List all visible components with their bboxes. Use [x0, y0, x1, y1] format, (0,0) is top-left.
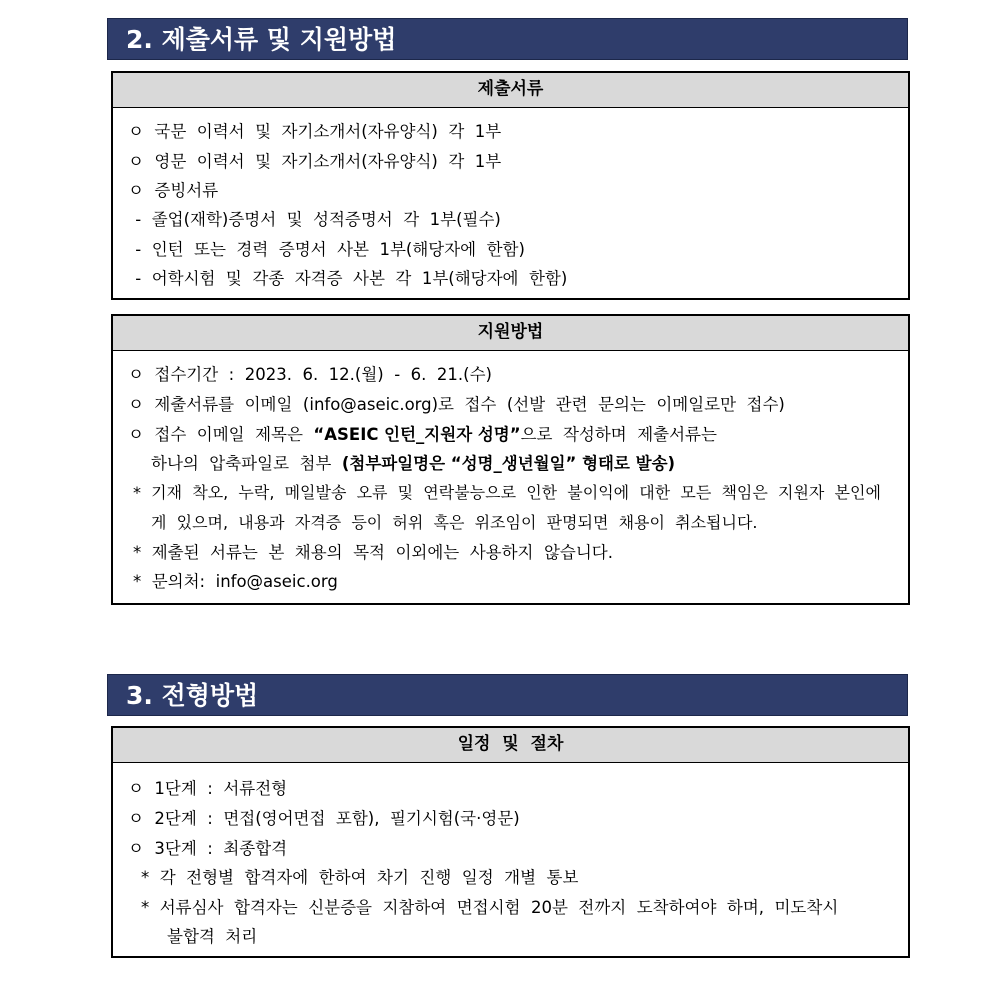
section-2-header: [107, 18, 908, 60]
method-line-5: * 기재 착오, 누락, 메일발송 오류 및 연락불능으로 인한 불이익에 대한 모든 책임은 지원자 본인에: [133, 483, 881, 502]
documents-line-6: - 어학시험 및 각종 자격증 사본 각 1부(해당자에 한함): [130, 269, 568, 288]
documents-line-5: - 인턴 또는 경력 증명서 사본 1부(해당자에 한함): [130, 240, 525, 259]
documents-line-4: - 졸업(재학)증명서 및 성적증명서 각 1부(필수): [130, 210, 501, 229]
section-2-title: 2. 제출서류 및 지원방법: [126, 25, 397, 54]
schedule-line-2: ㅇ 2단계 : 면접(영어면접 포함), 필기시험(국·영문): [128, 809, 520, 828]
documents-line-1: ㅇ 국문 이력서 및 자기소개서(자유양식) 각 1부: [128, 122, 502, 141]
schedule-line-3: ㅇ 3단계 : 최종합격: [128, 839, 288, 858]
email-subject-format: “ASEIC 인턴_지원자 성명”: [313, 425, 521, 444]
section-3-header: [107, 674, 908, 716]
schedule-line-4: * 각 전형별 합격자에 한하여 차기 진행 일정 개별 통보: [141, 868, 579, 887]
section-3-title: 3. 전형방법: [126, 681, 259, 710]
method-line-1: ㅇ 접수기간 : 2023. 6. 12.(월) - 6. 21.(수): [128, 365, 492, 384]
method-box: [111, 314, 910, 605]
method-line-6: 게 있으며, 내용과 자격증 등이 허위 혹은 위조임이 판명되면 채용이 취소됩니다.: [151, 513, 758, 532]
method-line-2: ㅇ 제출서류를 이메일 (info@aseic.org)로 접수 (선발 관련 문의는 이메일로만 접수): [128, 395, 785, 414]
schedule-line-6: 불합격 처리: [167, 927, 258, 946]
method-line-7: * 제출된 서류는 본 채용의 목적 이외에는 사용하지 않습니다.: [133, 543, 613, 562]
documents-box: [111, 71, 910, 300]
schedule-line-1: ㅇ 1단계 : 서류전형: [128, 779, 288, 798]
schedule-box: [111, 726, 910, 958]
documents-line-3: ㅇ 증빙서류: [128, 181, 219, 200]
method-line-8: * 문의처: info@aseic.org: [133, 572, 338, 591]
documents-line-2: ㅇ 영문 이력서 및 자기소개서(자유양식) 각 1부: [128, 152, 502, 171]
documents-box-title: 제출서류: [113, 73, 908, 108]
method-box-title: 지원방법: [113, 316, 908, 351]
method-line-3: ㅇ 접수 이메일 제목은 “ASEIC 인턴_지원자 성명”으로 작성하며 제출서류는: [128, 425, 717, 444]
schedule-line-5: * 서류심사 합격자는 신분증을 지참하여 면접시험 20분 전까지 도착하여야 하며, 미도착시: [141, 898, 839, 917]
schedule-box-title: 일정 및 절차: [113, 728, 908, 763]
method-line-4: 하나의 압축파일로 첨부 (첨부파일명은 “성명_생년월일” 형태로 발송): [151, 454, 676, 473]
attachment-name-format: (첨부파일명은 “성명_생년월일” 형태로 발송): [341, 454, 676, 473]
